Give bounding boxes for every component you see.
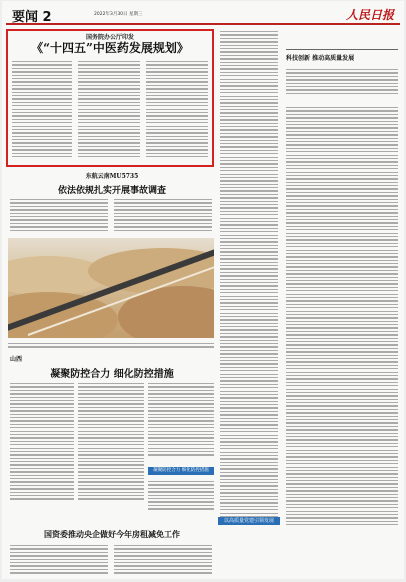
sidebar-headline: 科技创新 推动高质量发展 <box>286 55 355 62</box>
story4-body-col-1 <box>10 543 108 577</box>
lead-body-col-1 <box>12 59 72 163</box>
section-label: 要闻 2 <box>12 10 52 25</box>
story2-body-col-1 <box>10 197 108 235</box>
newspaper-logo: 人民日报 <box>345 8 394 22</box>
party-banner: 以高质量党建引领发展 <box>218 517 280 525</box>
story3-body-col-3b <box>148 479 214 513</box>
story3-body-col-2 <box>78 381 144 513</box>
newspaper-page <box>2 1 404 579</box>
story3-body-col-3 <box>148 381 214 465</box>
masthead <box>6 5 400 25</box>
lead-body-col-3 <box>146 59 208 163</box>
story2-kicker: 东航云南MU5735 <box>85 173 139 180</box>
lead-body-col-2 <box>78 59 140 163</box>
section-tag: 山西 <box>10 356 23 363</box>
photo-caption <box>8 341 214 349</box>
story2-headline: 依法依规扎实开展事故调查 <box>57 186 166 196</box>
lead-headline: 《“十四五”中医药发展规划》 <box>31 41 189 55</box>
story3-headline: 凝聚防控合力 细化防控措施 <box>50 369 174 380</box>
right-body-col-2 <box>286 105 398 577</box>
right-body-col-1 <box>220 29 278 577</box>
desert-road-photo <box>8 238 214 338</box>
issue-date: 2022年3月30日 星期三 <box>94 12 143 17</box>
topic-banner: 凝聚防控合力 细化防控措施 <box>148 467 214 475</box>
sidebar-deck <box>286 67 398 99</box>
story4-headline: 国资委推动央企做好今年房租减免工作 <box>44 529 180 539</box>
story3-body-col-1 <box>10 381 74 513</box>
story4-body-col-2 <box>114 543 212 577</box>
lead-kicker: 国务院办公厅印发 <box>85 34 134 41</box>
story2-body-col-2 <box>114 197 212 235</box>
